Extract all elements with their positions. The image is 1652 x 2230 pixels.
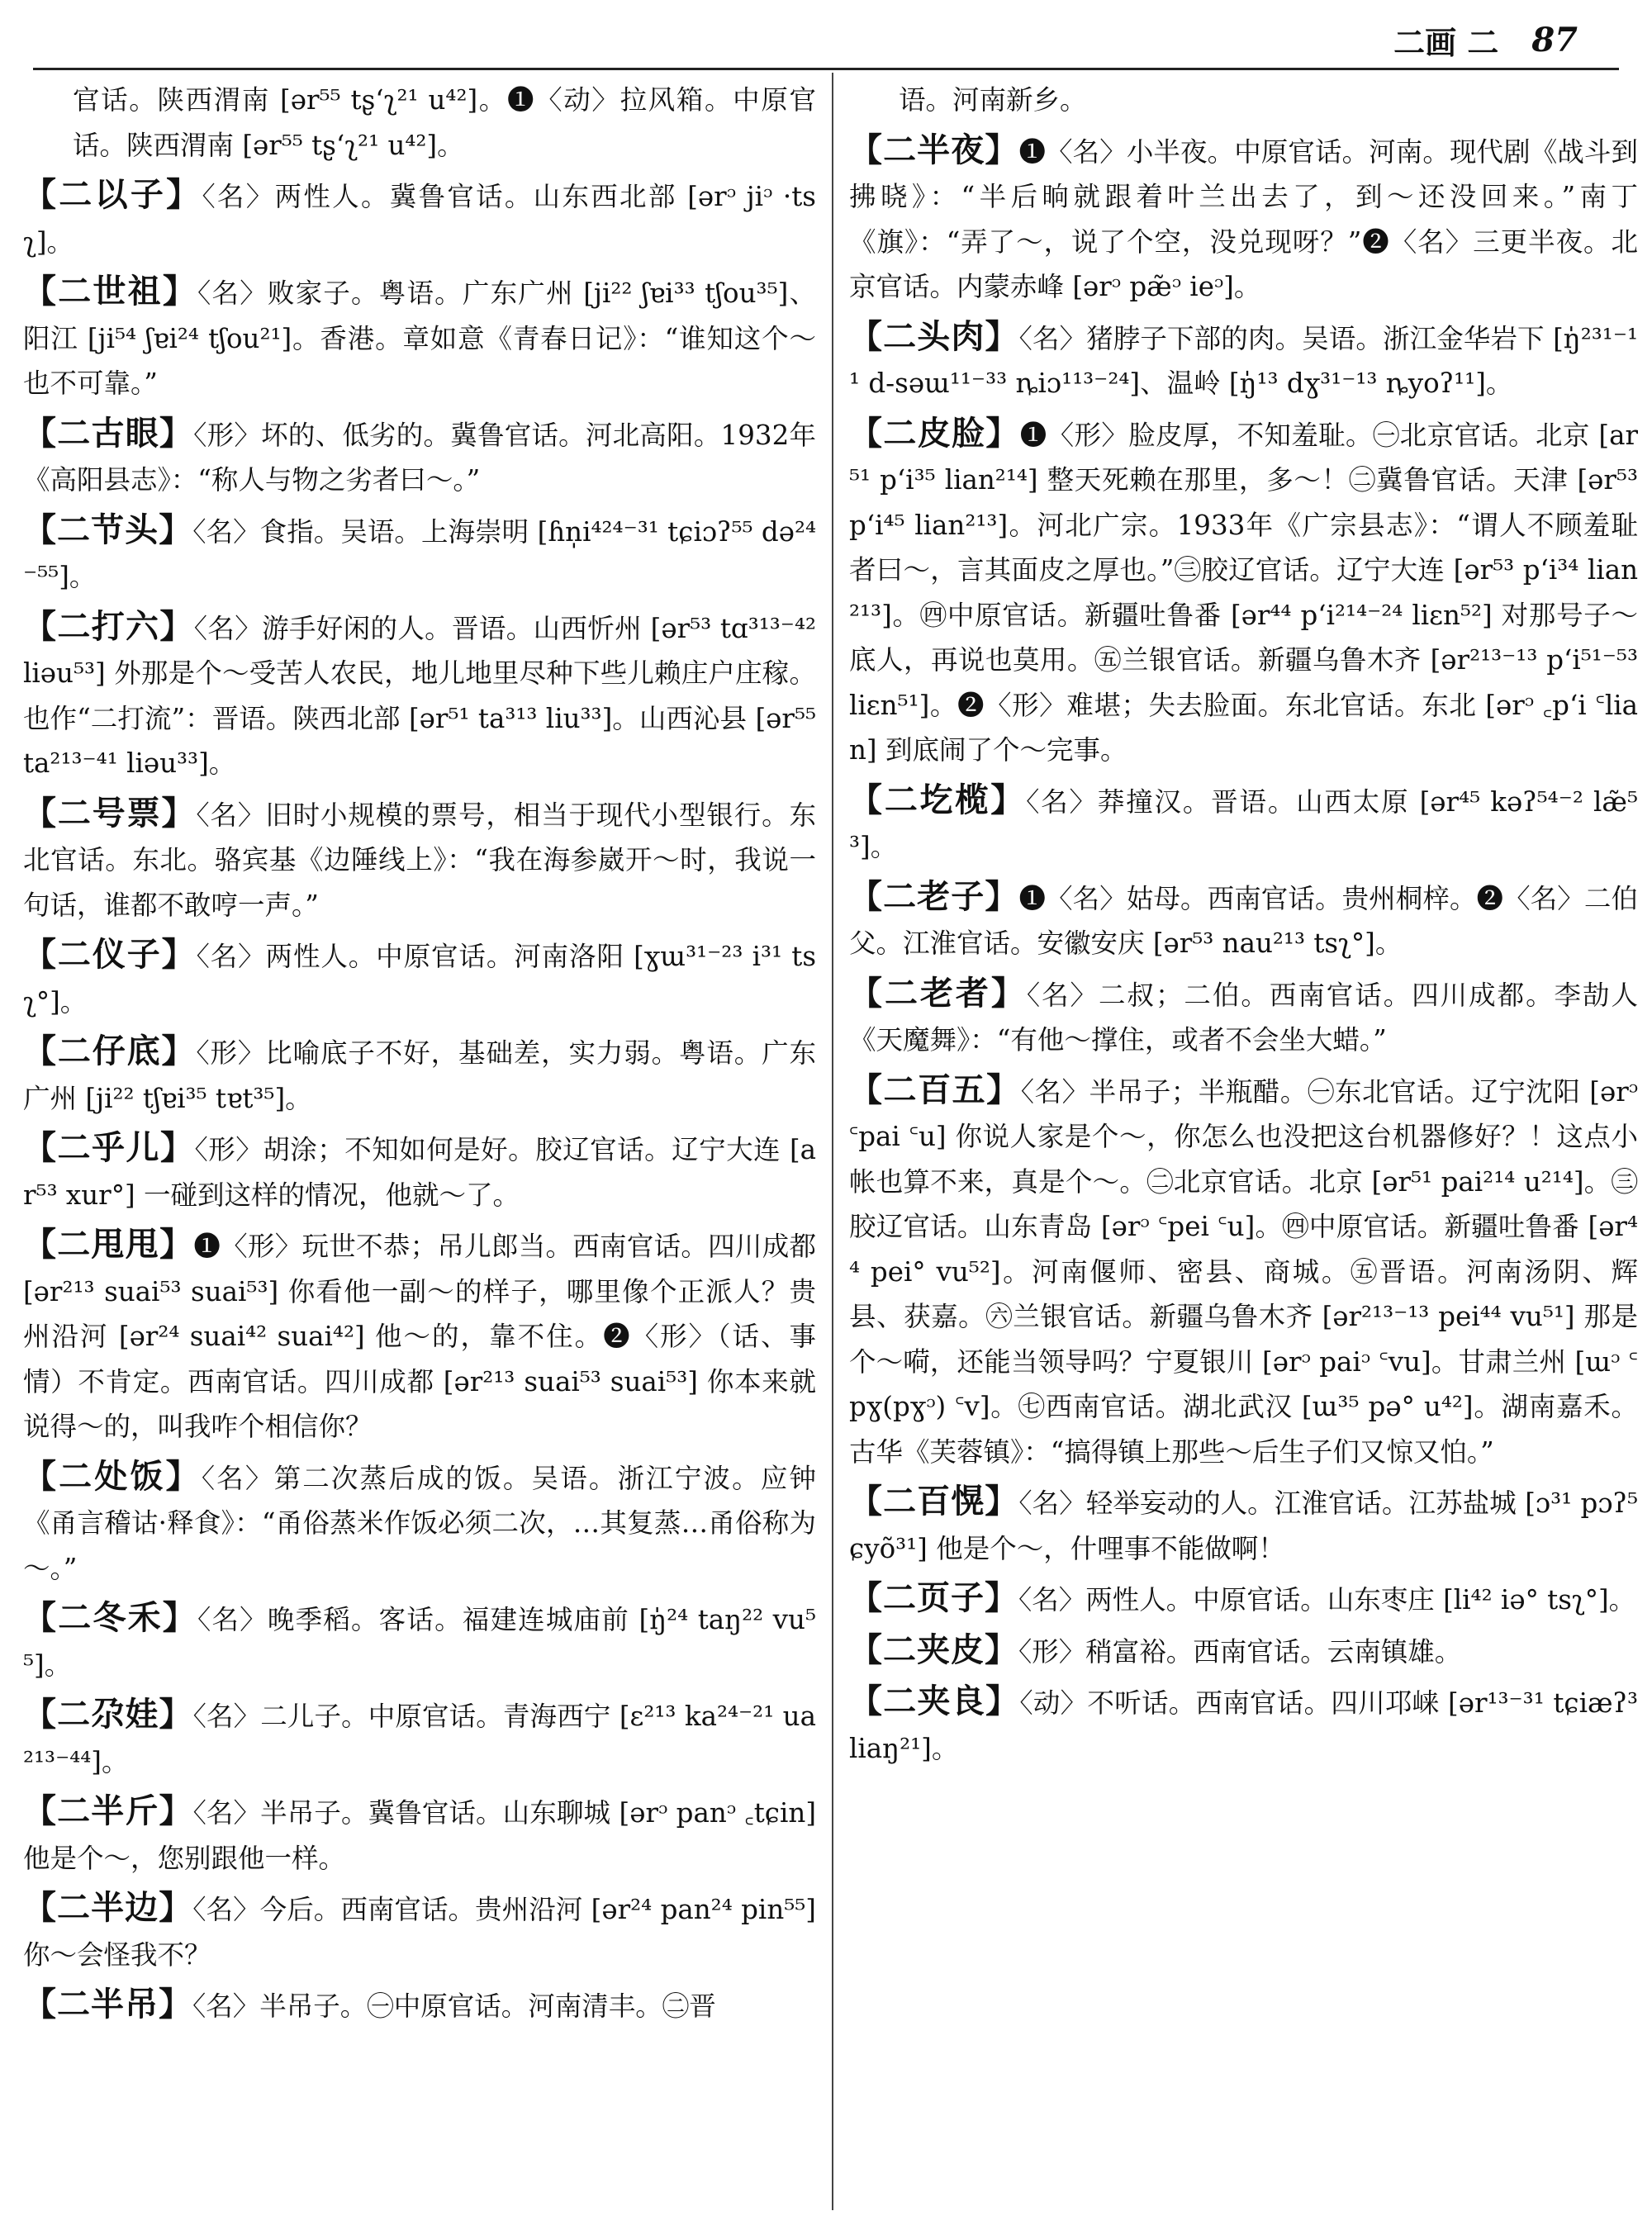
entry-definition: 〈名〉轻举妄动的人。江淮官话。江苏盐城 [ɔ³¹ pɔʔ⁵ ɕyõ³¹] 他是个～，什哩事不能做啊！ [849,1487,1638,1564]
entry-definition: 〈名〉半吊子。㊀中原官话。河南清丰。㊁晋 [192,1990,716,2022]
dictionary-entry [23,1596,816,1687]
entry-headword: 【二世祖】 [23,272,198,311]
entry-headword: 【二半夜】 [849,130,1019,169]
entry-headword: 【二圪榄】 [849,780,1027,819]
entry-definition: 〈名〉食指。吴语。上海崇明 [ɦn̩i⁴²⁴⁻³¹ tɕiɔʔ⁵⁵ də²⁴⁻⁵⁵]。 [23,515,816,592]
dictionary-entry [849,875,1638,966]
entry-definition: 〈名〉二儿子。中原官话。青海西宁 [ɛ²¹³ ka²⁴⁻²¹ ua²¹³⁻⁴⁴]。 [23,1701,816,1777]
entry-headword: 【二半斤】 [23,1791,193,1830]
entry-definition: 官话。陕西渭南 [ər⁵⁵ tʂʻʅ²¹ u⁴²]。❶〈动〉拉风箱。中原官话。陕西渭南 [ər⁵⁵ tʂʻʅ²¹ u⁴²]。 [73,84,816,161]
entry-definition: 〈名〉两性人。冀鲁官话。山东西北部 [ərᵓ jiᵓ ·tsʅ]。 [23,181,816,258]
dictionary-entry [23,1982,816,2029]
entry-headword: 【二处饭】 [23,1456,202,1496]
entry-headword: 【二仪子】 [23,935,197,974]
dictionary-entry [849,1679,1638,1771]
entry-definition: 〈名〉败家子。粤语。广东广州 [ji²² ʃɐi³³ tʃou³⁵]、阳江 [ji⁵⁴ ʃɐi²⁴ tʃou²¹]。香港。章如意《青春日记》：“谁知这个～也不可靠。” [23,278,816,399]
entry-headword: 【二页子】 [849,1578,1018,1617]
entry-headword: 【二半边】 [23,1888,193,1927]
continued-text [23,78,816,168]
dictionary-entry [849,778,1638,870]
entry-headword: 【二皮脸】 [849,413,1020,453]
dictionary-entry [23,1222,816,1450]
entry-definition: 〈名〉晚季稻。客话。福建连城庙前 [ŋ̍²⁴ taŋ²² vu⁵⁵]。 [23,1604,816,1681]
dictionary-entry [849,971,1638,1063]
entry-headword: 【二老子】 [849,876,1019,916]
dictionary-entry [849,1576,1638,1623]
dictionary-entry [23,932,816,1024]
dictionary-entry [849,315,1638,406]
entry-definition: ❶〈形〉脸皮厚，不知羞耻。㊀北京官话。北京 [ar⁵¹ pʻi³⁵ lian²¹⁴] 整天死赖在那里，多～！㊁冀鲁官话。天津 [ər⁵³ pʻi⁴⁵ lian²¹³]。河北广宗。1933年《广宗县志》：“谓人不顾羞耻者曰～，言其面皮之厚也。”㊂胶辽官话。辽宁大连 [ər⁵³ pʻi³⁴ lian²¹³]。㊃中原官话。新疆吐鲁番 [ər⁴⁴ pʻi²¹⁴⁻²⁴ liɛn⁵²] 对那号子～底人，再说也莫用。㊄兰银官话。新疆乌鲁木齐 [ər²¹³⁻¹³ pʻi⁵¹⁻⁵³ liɛn⁵¹]。❷〈形〉难堪；失去脸面。东北官话。东北 [ərᵓ ꜀pʻi ꜂lian] 到底闹了个～完事。 [849,419,1638,766]
entry-definition: 〈名〉游手好闲的人。晋语。山西忻州 [ər⁵³ tɑ³¹³⁻⁴² liəu⁵³] 外那是个～受苦人农民，地儿地里尽种下些儿赖庄户庄稼。也作“二打流”：晋语。陕西北部 [ər⁵¹ ta³¹³ liu³³]。山西沁县 [ər⁵⁵ ta²¹³⁻⁴¹ liəu³³]。 [23,612,816,779]
entry-definition: 〈名〉二叔；二伯。西南官话。四川成都。李劼人《天魔舞》：“有他～撑住，或者不会坐大蜡。” [849,979,1638,1056]
entry-headword: 【二百愰】 [849,1482,1019,1521]
entry-headword: 【二老者】 [849,973,1027,1013]
entry-headword: 【二夹良】 [849,1682,1020,1720]
dictionary-entry [23,791,816,928]
dictionary-entry [849,1479,1638,1571]
entry-headword: 【二古眼】 [23,413,194,453]
header-rule [33,68,1619,70]
entry-definition: 〈名〉旧时小规模的票号，相当于现代小型银行。东北官话。东北。骆宾基《边陲线上》：“我在海参崴开～时，我说一句话，谁都不敢哼一声。” [23,799,816,921]
dictionary-entry [23,1126,816,1217]
dictionary-entry [23,1029,816,1121]
entry-definition: 〈名〉半吊子；半瓶醋。㊀东北官话。辽宁沈阳 [ərᵓ ꜂pai ꜂u] 你说人家是个～，你怎么也没把这台机器修好？！这点小帐也算不来，真是个～。㊁北京官话。北京 [ər⁵¹ pai²¹⁴ u²¹⁴]。㊂胶辽官话。山东青岛 [ərᵓ ꜂pei ꜂u]。㊃中原官话。新疆吐鲁番 [ər⁴⁴ pei° vu⁵²]。河南偃师、密县、商城。㊄晋语。河南汤阴、辉县、获嘉。㊅兰银官话。新疆乌鲁木齐 [ər²¹³⁻¹³ pei⁴⁴ vu⁵¹] 那是个～嗬，还能当领导吗？宁夏银川 [ərᵓ paiᵓ ꜂vu]。甘肃兰州 [ɯᵓ ꜂pɣ(pɣᵓ) ꜂v]。㊆西南官话。湖北武汉 [ɯ³⁵ pə° u⁴²]。湖南嘉禾。古华《芙蓉镇》：“搞得镇上那些～后生子们又惊又怕。” [849,1075,1638,1468]
entry-definition: 〈名〉今后。西南官话。贵州沿河 [ər²⁴ pan²⁴ pin⁵⁵] 你～会怪我不？ [23,1894,816,1971]
entry-headword: 【二头肉】 [849,316,1019,356]
column-divider [832,73,833,2210]
entry-headword: 【二甩甩】 [23,1225,194,1264]
entry-definition: 〈形〉比喻底子不好，基础差，实力弱。粤语。广东广州 [ji²² tʃɐi³⁵ tɐt³⁵]。 [23,1037,816,1114]
page-number: 87 [1531,20,1578,59]
dictionary-entry [23,411,816,503]
entry-headword: 【二百五】 [849,1070,1021,1109]
entry-definition: ❶〈形〉玩世不恭；吊儿郎当。西南官话。四川成都 [ər²¹³ suai⁵³ suai⁵³] 你看他一副～的样子，哪里像个正派人？贵州沿河 [ər²⁴ suai⁴² suai⁴²] 他～的，靠不住。❷〈形〉（话、事情）不肯定。西南官话。四川成都 [ər²¹³ suai⁵³ suai⁵³] 你本来就说得～的，叫我咋个相信你？ [23,1231,816,1442]
entry-headword: 【二冬禾】 [23,1598,198,1637]
entry-definition: 〈名〉半吊子。冀鲁官话。山东聊城 [ərᵓ panᵓ ꜀tɕin] 他是个～，您别跟他一样。 [23,1797,816,1874]
entry-headword: 【二夹皮】 [849,1630,1018,1669]
entry-definition: 〈名〉猪脖子下部的肉。吴语。浙江金华岩下 [ŋ̍²³¹⁻¹¹ d-səɯ¹¹⁻³³ ȵiɔ¹¹³⁻²⁴]、温岭 [ŋ̍¹³ dɣ³¹⁻¹³ ȵyoʔ¹¹]。 [849,322,1638,399]
page-header [1393,15,1578,64]
dictionary-entry [23,508,816,600]
entry-headword: 【二节头】 [23,510,193,549]
left-column [23,78,816,2217]
entry-definition: 〈形〉胡涂；不知如何是好。胶辽官话。辽宁大连 [ar⁵³ xur°] 一碰到这样的情况，他就～了。 [23,1134,816,1211]
entry-headword: 【二乎儿】 [23,1128,195,1167]
entry-definition: ❶〈名〉姑母。西南官话。贵州桐梓。❷〈名〉二伯父。江淮官话。安徽安庆 [ər⁵³ nau²¹³ tsʅ°]。 [849,882,1638,959]
entry-definition: 〈动〉不听话。西南官话。四川邛崃 [ər¹³⁻³¹ tɕiæʔ³ liaŋ²¹]。 [849,1687,1638,1764]
entry-definition: 〈形〉稍富裕。西南官话。云南镇雄。 [1018,1635,1462,1668]
right-column [849,78,1638,2217]
entry-headword: 【二仔底】 [23,1032,197,1070]
continued-text [849,78,1638,123]
entry-definition: 〈形〉坏的、低劣的。冀鲁官话。河北高阳。1932年《高阳县志》：“称人与物之劣者曰～。” [23,419,816,496]
dictionary-entry [23,1789,816,1881]
dictionary-entry [23,269,816,406]
dictionary-entry [23,605,816,786]
entry-headword: 【二号票】 [23,793,197,833]
entry-definition: ❶〈名〉小半夜。中原官话。河南。现代剧《战斗到拂晓》：“半后晌就跟着叶兰出去了，到～还没回来。”南丁《旗》：“弄了～，说了个空，没兑现呀？”❷〈名〉三更半夜。北京官话。内蒙赤峰 [ərᵓ pæ̃ᵓ ieᵓ]。 [849,135,1638,302]
entry-headword: 【二打六】 [23,606,194,646]
dictionary-entry [849,1068,1638,1475]
dictionary-entry [23,173,816,264]
entry-headword: 【二以子】 [23,175,202,214]
entry-definition: 〈名〉第二次蒸后成的饭。吴语。浙江宁波。应钟《甬言稽诂·释食》：“甬俗蒸米作饭必须二次，…其复蒸…甬俗称为～。” [23,1462,816,1584]
dictionary-entry [849,411,1638,773]
dictionary-entry [849,128,1638,310]
entry-definition: 〈名〉莽撞汉。晋语。山西太原 [ər⁴⁵ kəʔ⁵⁴⁻² læ̃⁵³]。 [849,785,1638,862]
entry-definition: 语。河南新乡。 [899,84,1087,116]
entry-headword: 【二尕娃】 [23,1695,193,1734]
dictionary-entry [23,1454,816,1592]
dictionary-entry [23,1692,816,1784]
entry-definition: 〈名〉两性人。中原官话。山东枣庄 [li⁴² iə° tsʅ°]。 [1018,1584,1636,1616]
entry-headword: 【二半吊】 [23,1985,192,2024]
dictionary-entry [23,1886,816,1977]
dictionary-entry [849,1628,1638,1675]
entry-definition: 〈名〉两性人。中原官话。河南洛阳 [ɣɯ³¹⁻²³ i³¹ tsʅ°]。 [23,941,816,1018]
section-title: 二画 二 [1393,23,1499,61]
